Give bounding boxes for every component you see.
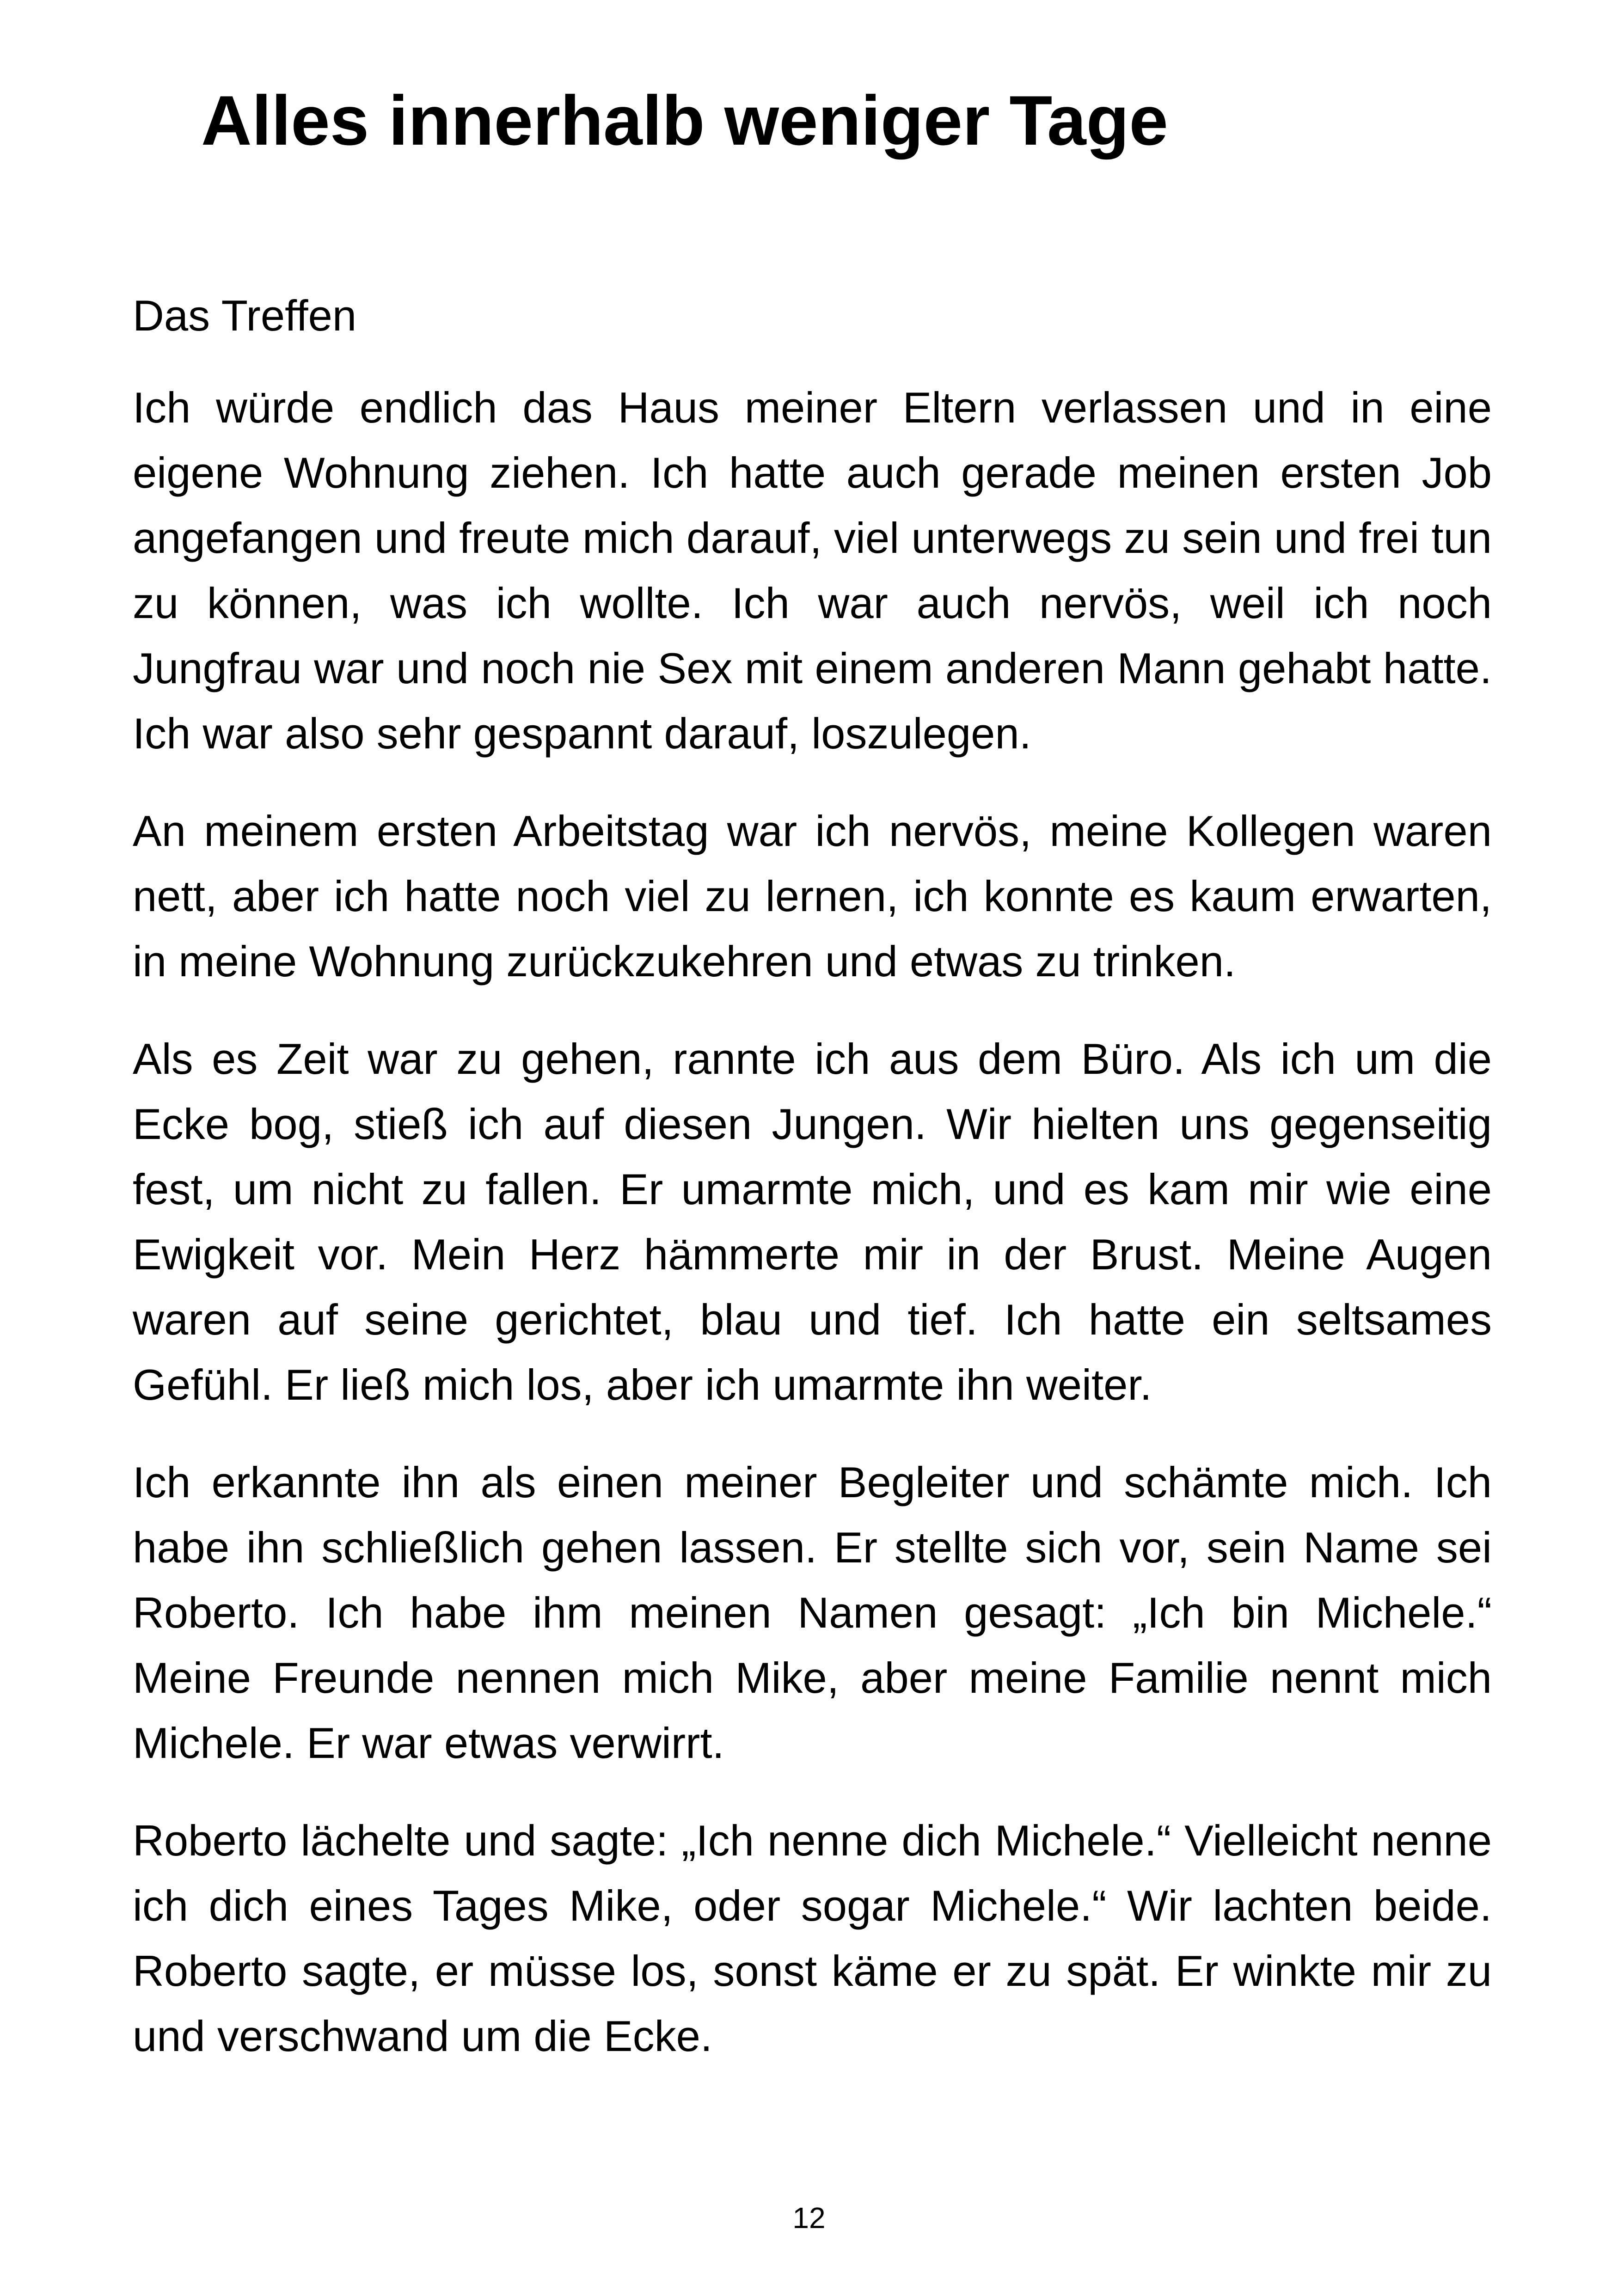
paragraph-5: Roberto lächelte und sagte: „Ich nenne dich Michele.“ Vielleicht nenne ich dich eines Tages Mike, oder sogar Michele.“ Wir lachten beide. Roberto sagte, er müsse los, sonst käme er zu spät. Er winkte mir zu und verschwand um die Ecke. [133,1816,1492,2061]
chapter-body [133,284,1492,2101]
paragraph-3: Als es Zeit war zu gehen, rannte ich aus dem Büro. Als ich um die Ecke bog, stieß ich auf diesen Jungen. Wir hielten uns gegenseitig fest, um nicht zu fallen. Er umarmte mich, und es kam mir wie eine Ewigkeit vor. Mein Herz hämmerte mir in der Brust. Meine Augen waren auf seine gerichtet, blau und tief. Ich hatte ein seltsames Gefühl. Er ließ mich los, aber ich umarmte ihn weiter. [133,1035,1492,1409]
paragraph-2: An meinem ersten Arbeitstag war ich nervös, meine Kollegen waren nett, aber ich hatte noch viel zu lernen, ich konnte es kaum erwarten, in meine Wohnung zurückzukehren und etwas zu trinken. [133,807,1492,986]
chapter-title: Alles innerhalb weniger Tage [201,81,1168,160]
paragraph-1: Ich würde endlich das Haus meiner Eltern verlassen und in eine eigene Wohnung ziehen. Ich hatte auch gerade meinen ersten Job angefangen und freute mich darauf, viel unterwegs zu sein und frei tun zu können, was ich wollte. Ich war auch nervös, weil ich noch Jungfrau war und noch nie Sex mit einem anderen Mann gehabt hatte. Ich war also sehr gespannt darauf, loszulegen. [133,383,1492,758]
paragraph-4: Ich erkannte ihn als einen meiner Begleiter und schämte mich. Ich habe ihn schließlich gehen lassen. Er stellte sich vor, sein Name sei Roberto. Ich habe ihm meinen Namen gesagt: „Ich bin Michele.“ Meine Freunde nennen mich Mike, aber meine Familie nennt mich Michele. Er war etwas verwirrt. [133,1458,1492,1768]
page-number: 12 [792,2201,826,2235]
section-heading: Das Treffen [133,291,357,340]
